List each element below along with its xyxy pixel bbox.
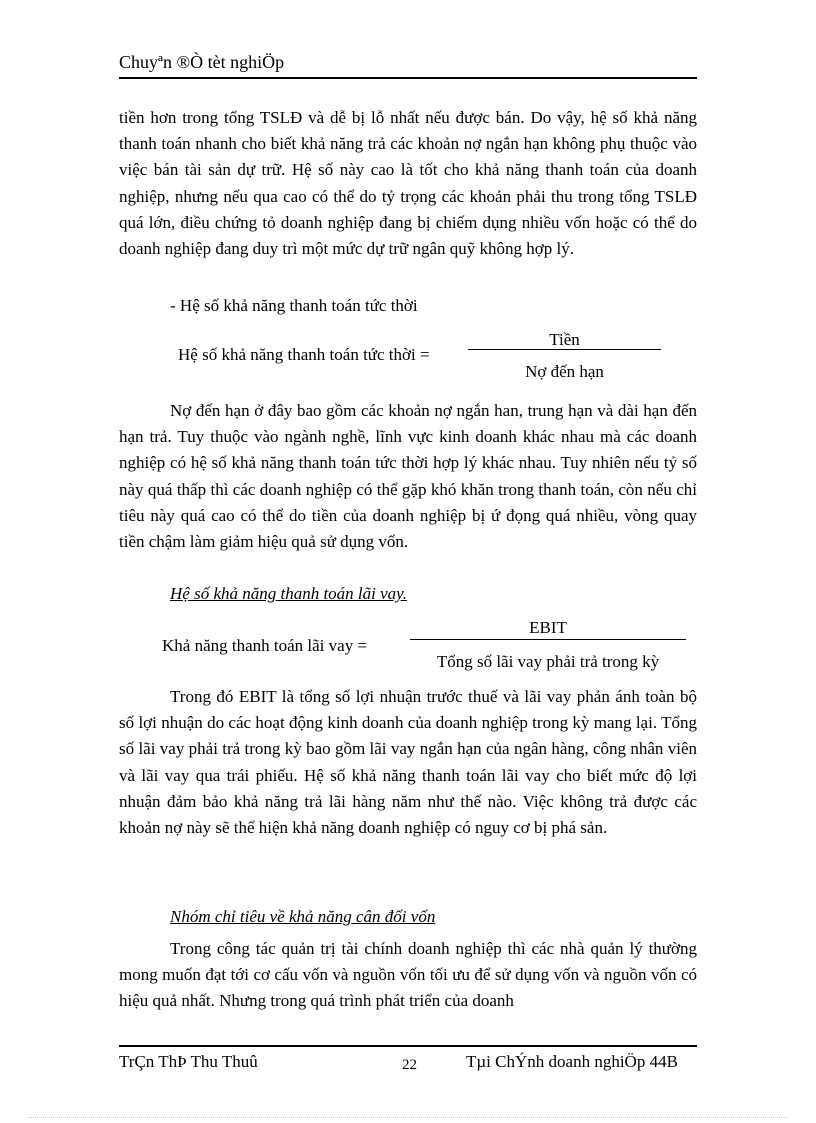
formula-interest-fraction-bar xyxy=(410,639,686,640)
formula-instant-numerator: Tiền xyxy=(549,330,580,349)
formula-instant-denominator: Nợ đến hạn xyxy=(525,362,604,381)
footer-author: TrÇn ThÞ Thu Thuû xyxy=(119,1052,258,1071)
formula-instant-lhs: Hệ số khả năng thanh toán tức thời = xyxy=(178,345,430,364)
footer-class: Tµi ChÝnh doanh nghiÖp 44B xyxy=(466,1052,678,1071)
heading-capital-balance: Nhóm chỉ tiêu về khả năng cân đối vốn xyxy=(170,907,436,926)
formula-interest-lhs: Khả năng thanh toán lãi vay = xyxy=(162,636,368,655)
running-header: Chuyªn ®Ò tèt nghiÖp xyxy=(119,52,285,72)
formula-interest-numerator: EBIT xyxy=(529,618,567,637)
body-paragraph-1: tiền hơn trong tổng TSLĐ và dễ bị lỗ nhất nếu được bán. Do vậy, hệ số khả năng thanh toán nhanh cho biết khả năng trả các khoản nợ ngắn hạn không phụ thuộc vào việc bán tài sản dự trữ. Hệ số này cao là tốt cho khả năng thanh toán của doanh nghiệp, nhưng nếu qua cao có thể do tỷ trọng các khoản phải thu trong tổng TSLĐ quá lớn, điều chứng tỏ doanh nghiệp đang bị chiếm dụng nhiều vốn hoặc có thể do doanh nghiệp đang duy trì một mức dự trữ ngân quỹ không hợp lý. xyxy=(119,108,697,259)
header-divider xyxy=(119,77,697,79)
body-paragraph-2: Nợ đến hạn ở đây bao gồm các khoản nợ ngắn han, trung hạn và dài hạn đến hạn trả. Tuy thuộc vào ngành nghề, lĩnh vực kinh doanh khác nhau mà các doanh nghiệp có hệ số khả năng thanh toán tức thời hợp lý khác nhau. Tuy nhiên nếu tỷ số này quá thấp thì các doanh nghiệp có thể gặp khó khăn trong thanh toán, còn nếu chỉ tiêu này quá cao có thể do tiền của doanh nghiệp bị ứ đọng quá nhiều, vòng quay tiền chậm làm giảm hiệu quả sử dụng vốn. xyxy=(119,401,697,552)
bullet-instant-ratio: - Hệ số khả năng thanh toán tức thời xyxy=(170,296,418,315)
formula-instant-fraction-bar xyxy=(468,349,661,350)
footer-divider xyxy=(119,1045,697,1047)
body-paragraph-3: Trong đó EBIT là tổng số lợi nhuận trước thuế và lãi vay phản ánh toàn bộ số lợi nhuận do các hoạt động kinh doanh của doanh nghiệp trong kỳ mang lại. Tổng số lãi vay phải trả trong kỳ bao gồm lãi vay ngắn hạn của ngân hàng, công nhân viên và lãi vay qua trái phiếu. Hệ số khả năng thanh toán lãi vay cho biết mức độ lợi nhuận đảm bảo khả năng trả lãi hàng năm như thế nào. Việc không trả được các khoản nợ này sẽ thể hiện khả năng doanh nghiệp có nguy cơ bị phá sản. xyxy=(119,687,697,838)
formula-interest-denominator: Tổng số lãi vay phải trả trong kỳ xyxy=(436,652,660,671)
heading-interest-coverage: Hệ số khả năng thanh toán lãi vay. xyxy=(170,584,408,603)
page-bottom-edge xyxy=(28,1117,788,1118)
page-number: 22 xyxy=(402,1057,417,1073)
body-paragraph-4: Trong công tác quản trị tài chính doanh nghiệp thì các nhà quản lý thường mong muốn đạt tới cơ cấu vốn và nguồn vốn tối ưu để sử dụng vốn và nguồn vốn có hiệu quả nhất. Nhưng trong quá trình phát triển của doanh xyxy=(119,939,697,1011)
